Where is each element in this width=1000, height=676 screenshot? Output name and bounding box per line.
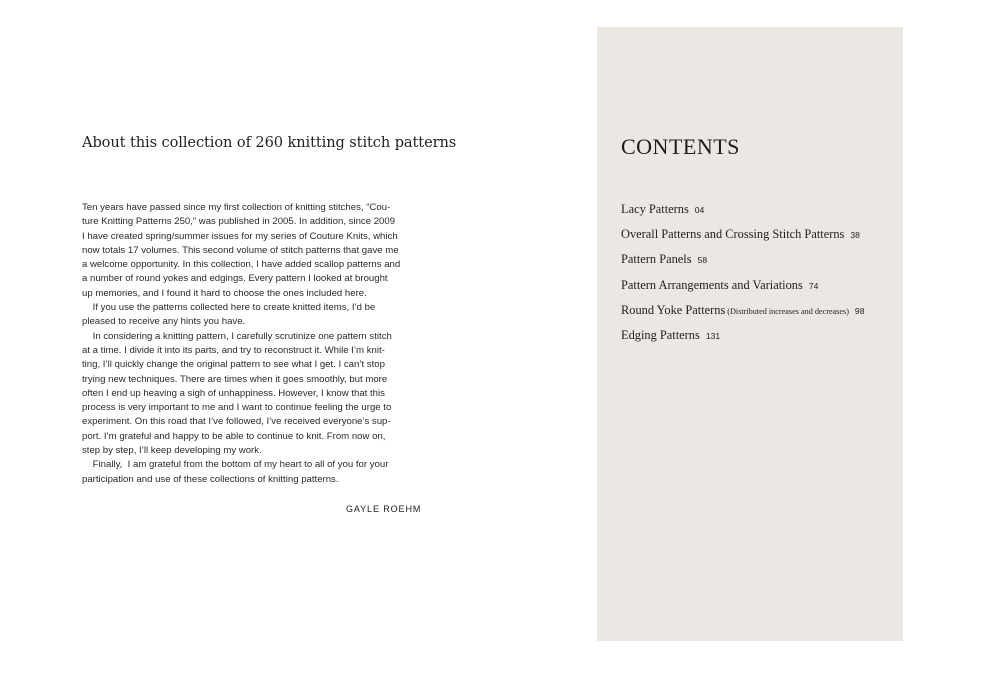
body-line: at a time. I divide it into its parts, and try to reconstruct it. While I’m knit- — [82, 344, 385, 356]
body-line: participation and use of these collections of knitting patterns. — [82, 473, 339, 485]
contents-heading: CONTENTS — [621, 134, 740, 159]
toc-entry-round-yoke-patterns[interactable] — [621, 301, 864, 326]
toc-entry-title: Round Yoke Patterns — [621, 302, 726, 317]
body-line: pleased to receive any hints you have. — [82, 316, 246, 328]
body-line: up memories, and I found it hard to choose the ones included here. — [82, 287, 367, 299]
toc-entry-page: 74 — [808, 280, 819, 291]
toc-entry-title: Overall Patterns and Crossing Stitch Patterns — [621, 227, 845, 242]
page-title: About this collection of 260 knitting stitch patterns — [82, 134, 457, 151]
toc-entry-lacy-patterns[interactable] — [621, 200, 864, 225]
body-line: Ten years have passed since my first collection of knitting stitches, “Cou- — [82, 202, 391, 213]
body-text — [82, 201, 427, 487]
contents-page — [597, 27, 903, 641]
toc-entry-note: (Distributed increases and decreases) — [727, 306, 849, 316]
body-line: trying new techniques. There are times when it goes smoothly, but more — [82, 373, 388, 385]
toc-entry-pattern-panels[interactable] — [621, 250, 864, 275]
body-line: often I end up heaving a sigh of unhappiness. However, I know that this — [82, 387, 385, 399]
body-line: If you use the patterns collected here to create knitted items, I’d be — [82, 302, 376, 314]
toc-entry-page: 98 — [854, 305, 865, 316]
body-line: now totals 17 volumes. This second volume of stitch patterns that gave me — [82, 244, 399, 256]
body-line: experiment. On this road that I’ve followed, I’ve received everyone’s sup- — [82, 416, 391, 428]
table-of-contents — [621, 200, 864, 351]
body-line: Finally, I am grateful from the bottom of my heart to all of you for your — [82, 459, 389, 471]
toc-entry-page: 58 — [697, 255, 708, 266]
body-line: step by step, I’ll keep developing my work. — [82, 445, 262, 457]
toc-entry-edging-patterns[interactable] — [621, 326, 864, 351]
toc-entry-pattern-arrangements[interactable] — [621, 276, 864, 301]
body-line: a number of round yokes and edgings. Every pattern I looked at brought — [82, 273, 388, 285]
toc-entry-overall-patterns[interactable] — [621, 225, 864, 250]
body-line: port. I’m grateful and happy to be able to continue to knit. From now on, — [82, 430, 386, 442]
toc-entry-title: Pattern Arrangements and Variations — [621, 277, 803, 292]
body-line: ture Knitting Patterns 250,” was published in 2005. In addition, since 2009 — [82, 216, 396, 228]
toc-entry-page: 131 — [705, 330, 721, 341]
toc-entry-page: 04 — [694, 205, 705, 215]
body-line: process is very important to me and I want to continue feeling the urge to — [82, 402, 392, 414]
body-line: ting, I’ll quickly change the original pattern to see what I get. I can’t stop — [82, 359, 385, 371]
body-line: a welcome opportunity. In this collection, I have added scallop patterns and — [82, 259, 401, 271]
body-line: In considering a knitting pattern, I carefully scrutinize one pattern stitch — [82, 330, 392, 342]
toc-entry-title: Pattern Panels — [621, 252, 692, 267]
toc-entry-page: 38 — [850, 230, 860, 241]
body-line: I have created spring/summer issues for my series of Couture Knits, which — [82, 230, 398, 242]
toc-entry-title: Lacy Patterns — [621, 202, 689, 216]
author-signature: GAYLE ROEHM — [346, 504, 422, 514]
toc-entry-title: Edging Patterns — [621, 327, 700, 342]
